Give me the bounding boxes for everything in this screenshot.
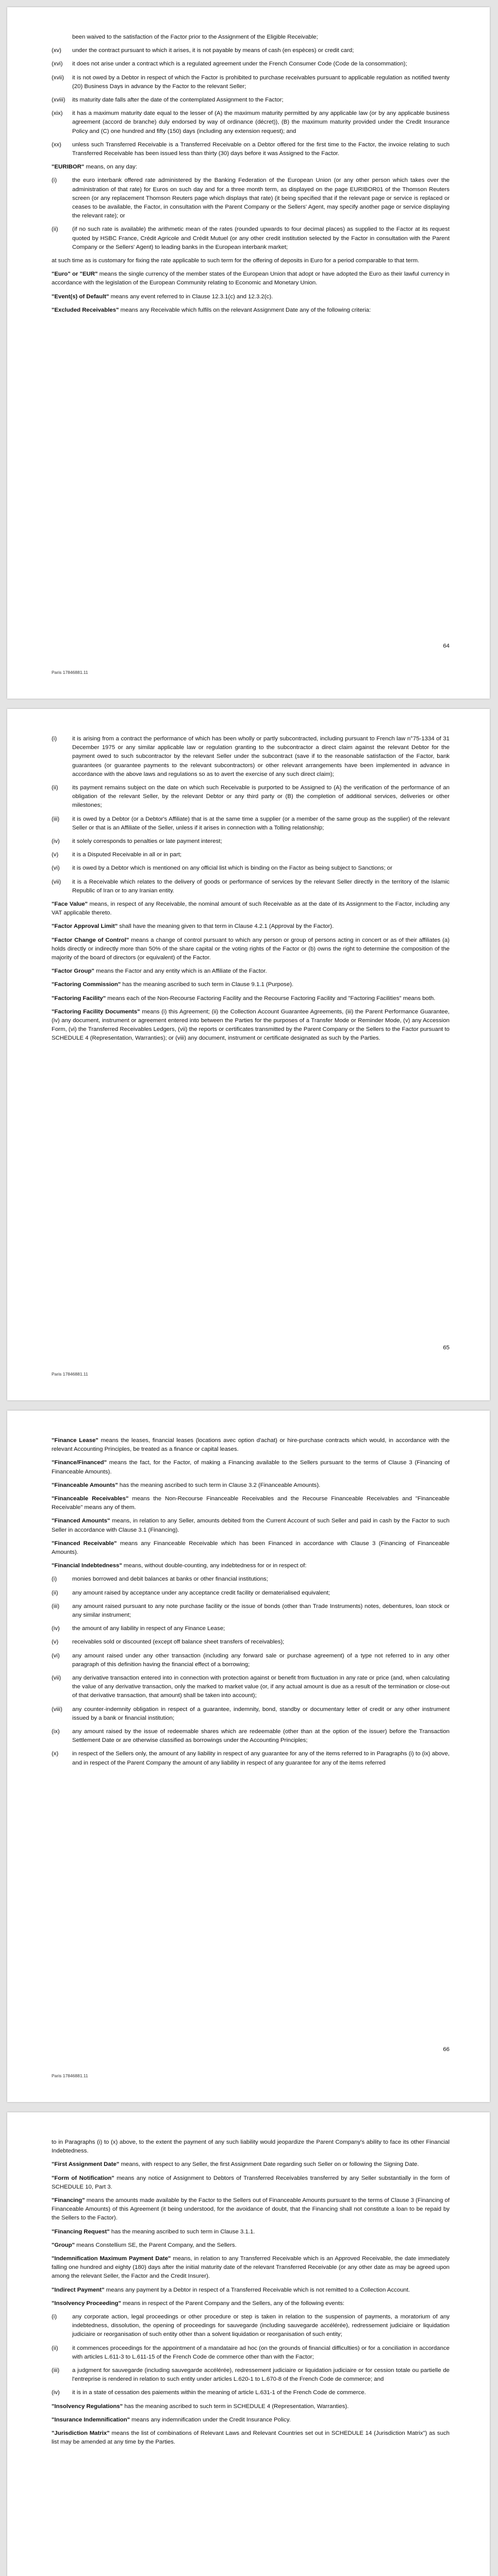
definition-paragraph: "Financing Request" has the meaning ascribed to such term in Clause 3.1.1. [52, 2228, 255, 2235]
defined-term: "Euro" or "EUR" [52, 271, 98, 278]
definition-paragraph: "Finance Lease" means the leases, financial leases (locations avec option d'achat) or hire-purchase contracts which would, in accordance with the relevant Accounting Principles, be treated as a finance or capital leases. [52, 1437, 450, 1453]
list-item-number: (v) [52, 1639, 59, 1646]
list-item [52, 109, 450, 136]
list-item-text: been waived to the satisfaction of the Factor prior to the Assignment of the Eligible Receivable; [72, 34, 318, 40]
definition-paragraph: "Insolvency Regulations" has the meaning ascribed to such term in SCHEDULE 4 (Representation, Warranties). [52, 2403, 349, 2410]
list-item [52, 1652, 450, 1669]
definition-paragraph: "Excluded Receivables" means any Receivable which fulfils on the relevant Assignment Date any of the following criteria: [52, 307, 371, 313]
list-item-text: (if no such rate is available) the arithmetic mean of the rates (rounded upwards to four decimal places) as supplied to the Factor at its request quoted by HSBC France, Crédit Agricole and Crédit Mutuel (or any other credit institution selected by the Factor in consultation with the Parent Company or the Sellers' Agent) to leading banks in the European interbank market; [72, 226, 450, 250]
list-item-text: under the contract pursuant to which it arises, it is not payable by means of cash (en espèces) or credit card; [72, 47, 354, 54]
list-item [52, 1705, 450, 1723]
list-item [52, 851, 450, 859]
list-item-text: any amount raised by acceptance under any acceptance credit facility or dematerialised equivalent; [72, 1589, 330, 1596]
list-item-number: (iv) [52, 1625, 60, 1632]
list-item-number: (i) [52, 177, 57, 184]
list-item-number: (i) [52, 1576, 57, 1583]
list-item-text: it does not arise under a contract which is a regulated agreement under the French Consumer Code (Code de la consommation); [72, 61, 407, 67]
defined-term: "Financeable Receivables" [52, 1496, 129, 1502]
list-item [52, 60, 450, 69]
page-number: 64 [443, 643, 450, 649]
list-item [52, 1674, 450, 1701]
list-item-number: (ii) [52, 1589, 58, 1596]
definition-paragraph: "Financeable Receivables" means the Non-Recourse Financeable Receivables and the Recourse Financeable Receivables and "Financeable Receivable" means any of them. [52, 1496, 450, 1511]
list-item-number: (xix) [52, 110, 63, 117]
list-item-number [52, 33, 72, 42]
list-item [52, 815, 450, 833]
defined-term: "Factor Group" [52, 968, 94, 975]
definition-paragraph: "Jurisdiction Matrix" means the list of combinations of Relevant Laws and Relevant Countries set out in SCHEDULE 14 (Jurisdiction Matrix") as such list may be amended at any time by the Parties. [52, 2430, 450, 2446]
list-item-number: (i) [52, 736, 57, 742]
document-reference: Paris 17846881.11 [52, 2073, 88, 2078]
list-item-text: any amount raised by the issue of redeemable shares which are redeemable (other than at the option of the issuer) before the Transaction Settlement Date or are otherwise classified as borrowings under the Accounting Principles; [72, 1728, 450, 1744]
definition-paragraph: "Financial Indebtedness" means, without double-counting, any indebtedness for or in respect of: [52, 1563, 307, 1569]
definition-paragraph: "Euro" or "EUR" means the single currency of the member states of the European Union that adopt or have adopted the Euro as their lawful currency in accordance with the legislation of the European Community relating to Economic and Monetary Union. [52, 271, 450, 286]
defined-term: "Indemnification Maximum Payment Date" [52, 2256, 171, 2262]
list-item-text: the euro interbank offered rate administered by the Banking Federation of the European Union (or any other person which takes over the administration of that rate) for Euros on such day and for a three month term, as displayed on the page EURIBOR01 of the Thomson Reuters screen (or any replacement Thomson Reuters page which displays that rate) (it being specified that if the relevant page or service is replaced or ceases to be available, the Factor, in consultation with the Parent Company or the Sellers' Agent, may specify another page or service displaying the relevant rate); or [72, 177, 450, 219]
list-item-text: it is owed by a Debtor which is mentioned on any official list which is binding on the Factor as being subject to Sanctions; or [72, 865, 392, 872]
document-page [7, 1411, 490, 2102]
list-item [52, 74, 450, 91]
list-item-number: (vii) [52, 1675, 61, 1682]
definition-paragraph: to in Paragraphs (i) to (x) above, to the extent the payment of any such liability would jeopardize the Parent Company's ability to face its other Financial Indebtedness. [52, 2139, 450, 2155]
list-item-text: its payment remains subject on the date on which such Receivable is purported to be Assigned to (A) the verification of the performance of an obligation of the relevant Seller, by the relevant Debtor or any third party or (B) the completion of additional services, deliveries or other milestones; [72, 785, 450, 809]
definition-paragraph: "Insurance Indemnification" means any indemnification under the Credit Insurance Policy. [52, 2416, 291, 2423]
list-item-text: a judgment for sauvegarde (including sauvegarde accélérée), redressement judiciaire or liquidation judiciaire or for cession totale ou partielle de l'entreprise is rendered in relation to such entity under articles L.620-1 to L.670-8 of the French Code de commerce; and [72, 2367, 450, 2383]
definition-paragraph: "Event(s) of Default" means any event referred to in Clause 12.3.1(c) and 12.3.2(c). [52, 293, 273, 300]
list-item-text: it is a Receivable which relates to the delivery of goods or performance of services by the relevant Seller directly in the territory of the Islamic Republic of Iran or to any Iranian entity. [72, 878, 450, 894]
definition-paragraph: "Insolvency Proceeding" means in respect of the Parent Company and the Sellers, any of the following events: [52, 2300, 344, 2307]
list-item [52, 837, 450, 846]
document-reference: Paris 17846881.11 [52, 1371, 88, 1377]
list-item-text: any counter-indemnity obligation in respect of a guarantee, indemnity, bond, standby or documentary letter of credit or any other instrument issued by a bank or financial institution; [72, 1706, 450, 1721]
defined-term: "Factoring Commission" [52, 981, 121, 988]
definition-paragraph: "Face Value" means, in respect of any Receivable, the nominal amount of such Receivable as at the date of its Assignment to the Factor, including any VAT applicable thereto. [52, 901, 450, 917]
defined-term: "Financial Indebtedness" [52, 1563, 122, 1569]
defined-term: "Face Value" [52, 901, 88, 908]
definition-paragraph: "Factor Approval Limit" shall have the meaning given to that term in Clause 4.2.1 (Approval by the Factor). [52, 923, 334, 930]
defined-term: "Insolvency Proceeding" [52, 2300, 121, 2307]
defined-term: "Indirect Payment" [52, 2286, 105, 2293]
list-item-number: (ix) [52, 1728, 60, 1735]
definition-paragraph: "Financeable Amounts" has the meaning ascribed to such term in Clause 3.2 (Financeable Amounts). [52, 1482, 321, 1488]
defined-term: "EURIBOR" [52, 164, 85, 171]
list-item-number: (vi) [52, 1652, 60, 1659]
list-item-number: (i) [52, 2314, 57, 2320]
list-item [52, 1624, 450, 1633]
list-item-text: receivables sold or discounted (except off balance sheet transfers of receivables); [72, 1639, 285, 1646]
list-item [52, 1727, 450, 1745]
list-item [52, 864, 450, 873]
defined-term: "Jurisdiction Matrix" [52, 2430, 110, 2437]
list-item-number: (v) [52, 852, 59, 858]
list-item-number: (ii) [52, 2345, 58, 2351]
list-item [52, 878, 450, 895]
list-item [52, 784, 450, 810]
defined-term: "Event(s) of Default" [52, 293, 109, 300]
list-item-number: (x) [52, 1751, 59, 1757]
list-item-number: (xv) [52, 47, 61, 54]
document-page [7, 709, 490, 1400]
list-item-number: (ii) [52, 785, 58, 791]
defined-term: "Factoring Facility" [52, 995, 106, 1002]
definition-paragraph: at such time as is customary for fixing the rate applicable to such term for the offering of deposits in Euro for a period comparable to that term. [52, 258, 420, 264]
document-page [7, 7, 490, 699]
list-item-text: it solely corresponds to penalties or late payment interest; [72, 838, 222, 845]
page-number: 66 [443, 2046, 450, 2053]
list-item-text: the amount of any liability in respect of any Finance Lease; [72, 1625, 225, 1632]
list-item-number: (vii) [52, 878, 61, 885]
defined-term: "Finance/Financed" [52, 1460, 107, 1466]
defined-term: "Financed Receivable" [52, 1540, 117, 1547]
list-item-number: (xviii) [52, 97, 65, 104]
list-item [52, 1589, 450, 1598]
defined-term: "Financed Amounts" [52, 1518, 110, 1524]
list-item-text: it is in a state of cessation des paiements within the meaning of article L.631-1 of the French Code de commerce. [72, 2389, 366, 2396]
list-item-number: (viii) [52, 1706, 62, 1713]
list-item-number: (iii) [52, 816, 60, 822]
page-content [52, 33, 450, 319]
list-item-text: it has a maximum maturity date equal to the lesser of (A) the maximum maturity permitted by any applicable law (or by any applicable business agreement (accord de branche) duly endorsed by way of ordinance (décret)), (B) the maximum maturity provided under the Credit Insurance Policy and (C) one hundred and fifty (150) days (including any extension request); and [72, 110, 450, 134]
defined-term: "Finance Lease" [52, 1437, 98, 1444]
page-content [52, 1436, 450, 1772]
list-item [52, 96, 450, 105]
document-reference: Paris 17846881.11 [52, 670, 88, 675]
list-item [52, 225, 450, 252]
list-item-text: unless such Transferred Receivable is a Transferred Receivable on a Debtor offered for the first time to the Factor, the invoice relating to such Transferred Receivable has been issued less than thirty (30) days before it was Assigned to the Factor. [72, 141, 450, 157]
list-item-number: (ii) [52, 226, 58, 233]
definition-paragraph: "Factor Group" means the Factor and any entity which is an Affiliate of the Factor. [52, 968, 267, 975]
list-item-text: it commences proceedings for the appointment of a mandataire ad hoc (on the grounds of financial difficulties) or for a conciliation in accordance with articles L.611-3 to L.611-15 of the French Code de commerce other than with the Factor; [72, 2345, 450, 2360]
list-item-number: (xvi) [52, 61, 63, 67]
list-item-number: (iii) [52, 2367, 60, 2374]
list-item-text: monies borrowed and debit balances at banks or other financial institutions; [72, 1576, 268, 1583]
defined-term: "Factor Approval Limit" [52, 923, 118, 930]
list-item-number: (iv) [52, 2389, 60, 2396]
defined-term: "Form of Notification" [52, 2175, 114, 2181]
page-content [52, 735, 450, 1048]
list-item-number: (iii) [52, 1603, 60, 1609]
definition-paragraph: "Factoring Commission" has the meaning ascribed to such term in Clause 9.1.1 (Purpose). [52, 981, 294, 988]
list-item [52, 2366, 450, 2384]
list-item [52, 735, 450, 779]
definition-paragraph: "Factoring Facility" means each of the Non-Recourse Factoring Facility and the Recourse Factoring Facility and "Factoring Facilities" means both. [52, 995, 436, 1002]
list-item [52, 1602, 450, 1620]
list-item-number: (iv) [52, 838, 60, 845]
definition-paragraph: "EURIBOR" means, on any day: [52, 164, 137, 171]
defined-term: "Group" [52, 2242, 75, 2248]
document-page [7, 2112, 490, 2576]
list-item-text: its maturity date falls after the date of the contemplated Assignment to the Factor; [72, 97, 284, 104]
definition-paragraph: "Indirect Payment" means any payment by a Debtor in respect of a Transferred Receivable which is not remitted to a Collection Account. [52, 2286, 410, 2293]
defined-term: "First Assignment Date" [52, 2161, 120, 2168]
list-item-text: any amount raised pursuant to any note purchase facility or the issue of bonds (other than Trade Instruments) notes, debentures, loan stock or any similar instrument; [72, 1603, 450, 1619]
definition-paragraph: "Factor Change of Control" means a change of control pursuant to which any person or group of persons acting in concert or as of their affiliates (a) holds directly or indirectly more than 50% of the share capital or the voting rights of the Factor or (b) owns the right to determine the composition of the majority of the board of directors (or equivalent) of the Factor. [52, 937, 450, 961]
list-item [52, 46, 450, 55]
list-item [52, 2313, 450, 2340]
defined-term: "Insurance Indemnification" [52, 2416, 130, 2423]
list-item [52, 33, 450, 42]
list-item [52, 1575, 450, 1584]
list-item-text: it is owed by a Debtor (or a Debtor's Affiliate) that is at the same time a supplier (or a member of the same group as the supplier) of the relevant Seller or that is an Affiliate of the Seller, unless if it arises in connection with a Tolling relationship; [72, 816, 450, 831]
list-item-text: it is a Disputed Receivable in all or in part; [72, 852, 182, 858]
list-item-text: it is arising from a contract the performance of which has been wholly or partly subcontracted, including pursuant to French law n°75-1334 of 31 December 1975 or any similar applicable law or regulation granting to the subcontractor a direct claim against the relevant Debtor for the payment owed to such subcontractor by the relevant Seller under the subcontract (save if to the reasonable satisfaction of the Factor, bank guarantees (or guarantee payments to the relevant subcontractors) or other relevant arrangements have been implemented in advance in accordance with the above laws and regulations so as to avert the exercise of any such direct claim); [72, 736, 450, 777]
defined-term: "Insolvency Regulations" [52, 2403, 123, 2410]
defined-term: "Financing" [52, 2197, 85, 2204]
list-item-text: any corporate action, legal proceedings or other procedure or step is taken in relation to the suspension of payments, a moratorium of any indebtedness, dissolution, the opening of proceedings for sauvegarde (including sauvegarde accélérée), redressement judiciaire or liquidation judiciaire or reorganisation of such entity other than a solvent liquidation or reorganisation of such entity; [72, 2314, 450, 2338]
list-item-text: in respect of the Sellers only, the amount of any liability in respect of any guarantee for any of the items referred to in Paragraphs (i) to (ix) above, and in respect of the Parent Company the amount of any liability in respect of any guarantee for any of the items referred [72, 1751, 450, 1766]
definition-paragraph: "Financed Receivable" means any Financeable Receivable which has been Financed in accordance with Clause 3 (Financing of Financeable Amounts). [52, 1540, 450, 1556]
defined-term: "Financing Request" [52, 2228, 110, 2235]
list-item-number: (xvii) [52, 74, 64, 81]
list-item [52, 176, 450, 221]
list-item-text: any amount raised under any other transaction (including any forward sale or purchase agreement) of a type not referred to in any other paragraph of this definition having the financial effect of a borrowing; [72, 1652, 450, 1668]
defined-term: "Financeable Amounts" [52, 1482, 118, 1488]
definition-paragraph: "Group" means Constellium SE, the Parent Company, and the Sellers. [52, 2242, 237, 2248]
page-number: 65 [443, 1345, 450, 1351]
definition-paragraph: "Form of Notification" means any notice of Assignment to Debtors of Transferred Receivables transferred by any Seller substantially in the form of SCHEDULE 10, Part 3. [52, 2175, 450, 2190]
list-item-text: it is not owed by a Debtor in respect of which the Factor is prohibited to purchase receivables pursuant to applicable regulation as notified twenty (20) Business Days in advance by the Factor to the relevant Seller; [72, 74, 450, 90]
list-item [52, 2344, 450, 2362]
definition-paragraph: "First Assignment Date" means, with respect to any Seller, the first Assignment Date regarding such Seller on or following the Signing Date. [52, 2161, 419, 2168]
list-item-text: any derivative transaction entered into in connection with protection against or benefit from fluctuation in any rate or price (and, when calculating the value of any derivative transaction, only the marked to market value (or, if any actual amount is due as a result of the termination or close-out of that derivative transaction, that amount) shall be taken into account); [72, 1675, 450, 1699]
list-item-number: (vi) [52, 865, 60, 872]
page-content [52, 2138, 450, 2451]
definition-paragraph: "Finance/Financed" means the fact, for the Factor, of making a Financing available to the Sellers pursuant to the terms of Clause 3 (Financing of Financeable Amounts). [52, 1460, 450, 1475]
list-item [52, 141, 450, 158]
definition-paragraph: "Indemnification Maximum Payment Date" means, in relation to any Transferred Receivable which is an Approved Receivable, the date immediately falling one hundred and eighty (180) days after the initial maturity date of the relevant Transferred Receivable (or any other date as may be agreed upon among the relevant Seller, the Factor and the Credit Insurer). [52, 2256, 450, 2280]
defined-term: "Excluded Receivables" [52, 307, 119, 313]
definition-paragraph: "Factoring Facility Documents" means (i) this Agreement; (ii) the Collection Account Guarantee Agreements, (iii) the Parent Performance Guarantee, (iv) any document, instrument or agreement entered into between the Parties for the purposes of a Transfer Mode or Reminder Mode, (v) any Accession Form, (vi) the Transferred Receivables Ledgers, (vii) the reports or certificates transmitted by the Parent Company or the Sellers to the Factor pursuant to SCHEDULE 4 (Representation, Warranties); or (viii) any document, instrument or certificate designated as such by the Parties. [52, 1008, 450, 1042]
definition-paragraph: "Financed Amounts" means, in relation to any Seller, amounts debited from the Current Account of such Seller and paid in cash by the Factor to such Seller in accordance with Clause 3.1 (Financing). [52, 1518, 450, 1533]
defined-term: "Factoring Facility Documents" [52, 1008, 140, 1015]
list-item [52, 1638, 450, 1647]
defined-term: "Factor Change of Control" [52, 937, 129, 943]
list-item-number: (xx) [52, 141, 61, 148]
list-item [52, 2388, 450, 2397]
definition-paragraph: "Financing" means the amounts made available by the Factor to the Sellers out of Financeable Amounts pursuant to the terms of Clause 3 (Financing of Financeable Amounts) of this Agreement (it being understood, for the avoidance of doubt, that the Financing shall not constitute a loan to be repaid by the Sellers to the Factor). [52, 2197, 450, 2222]
list-item [52, 1750, 450, 1767]
